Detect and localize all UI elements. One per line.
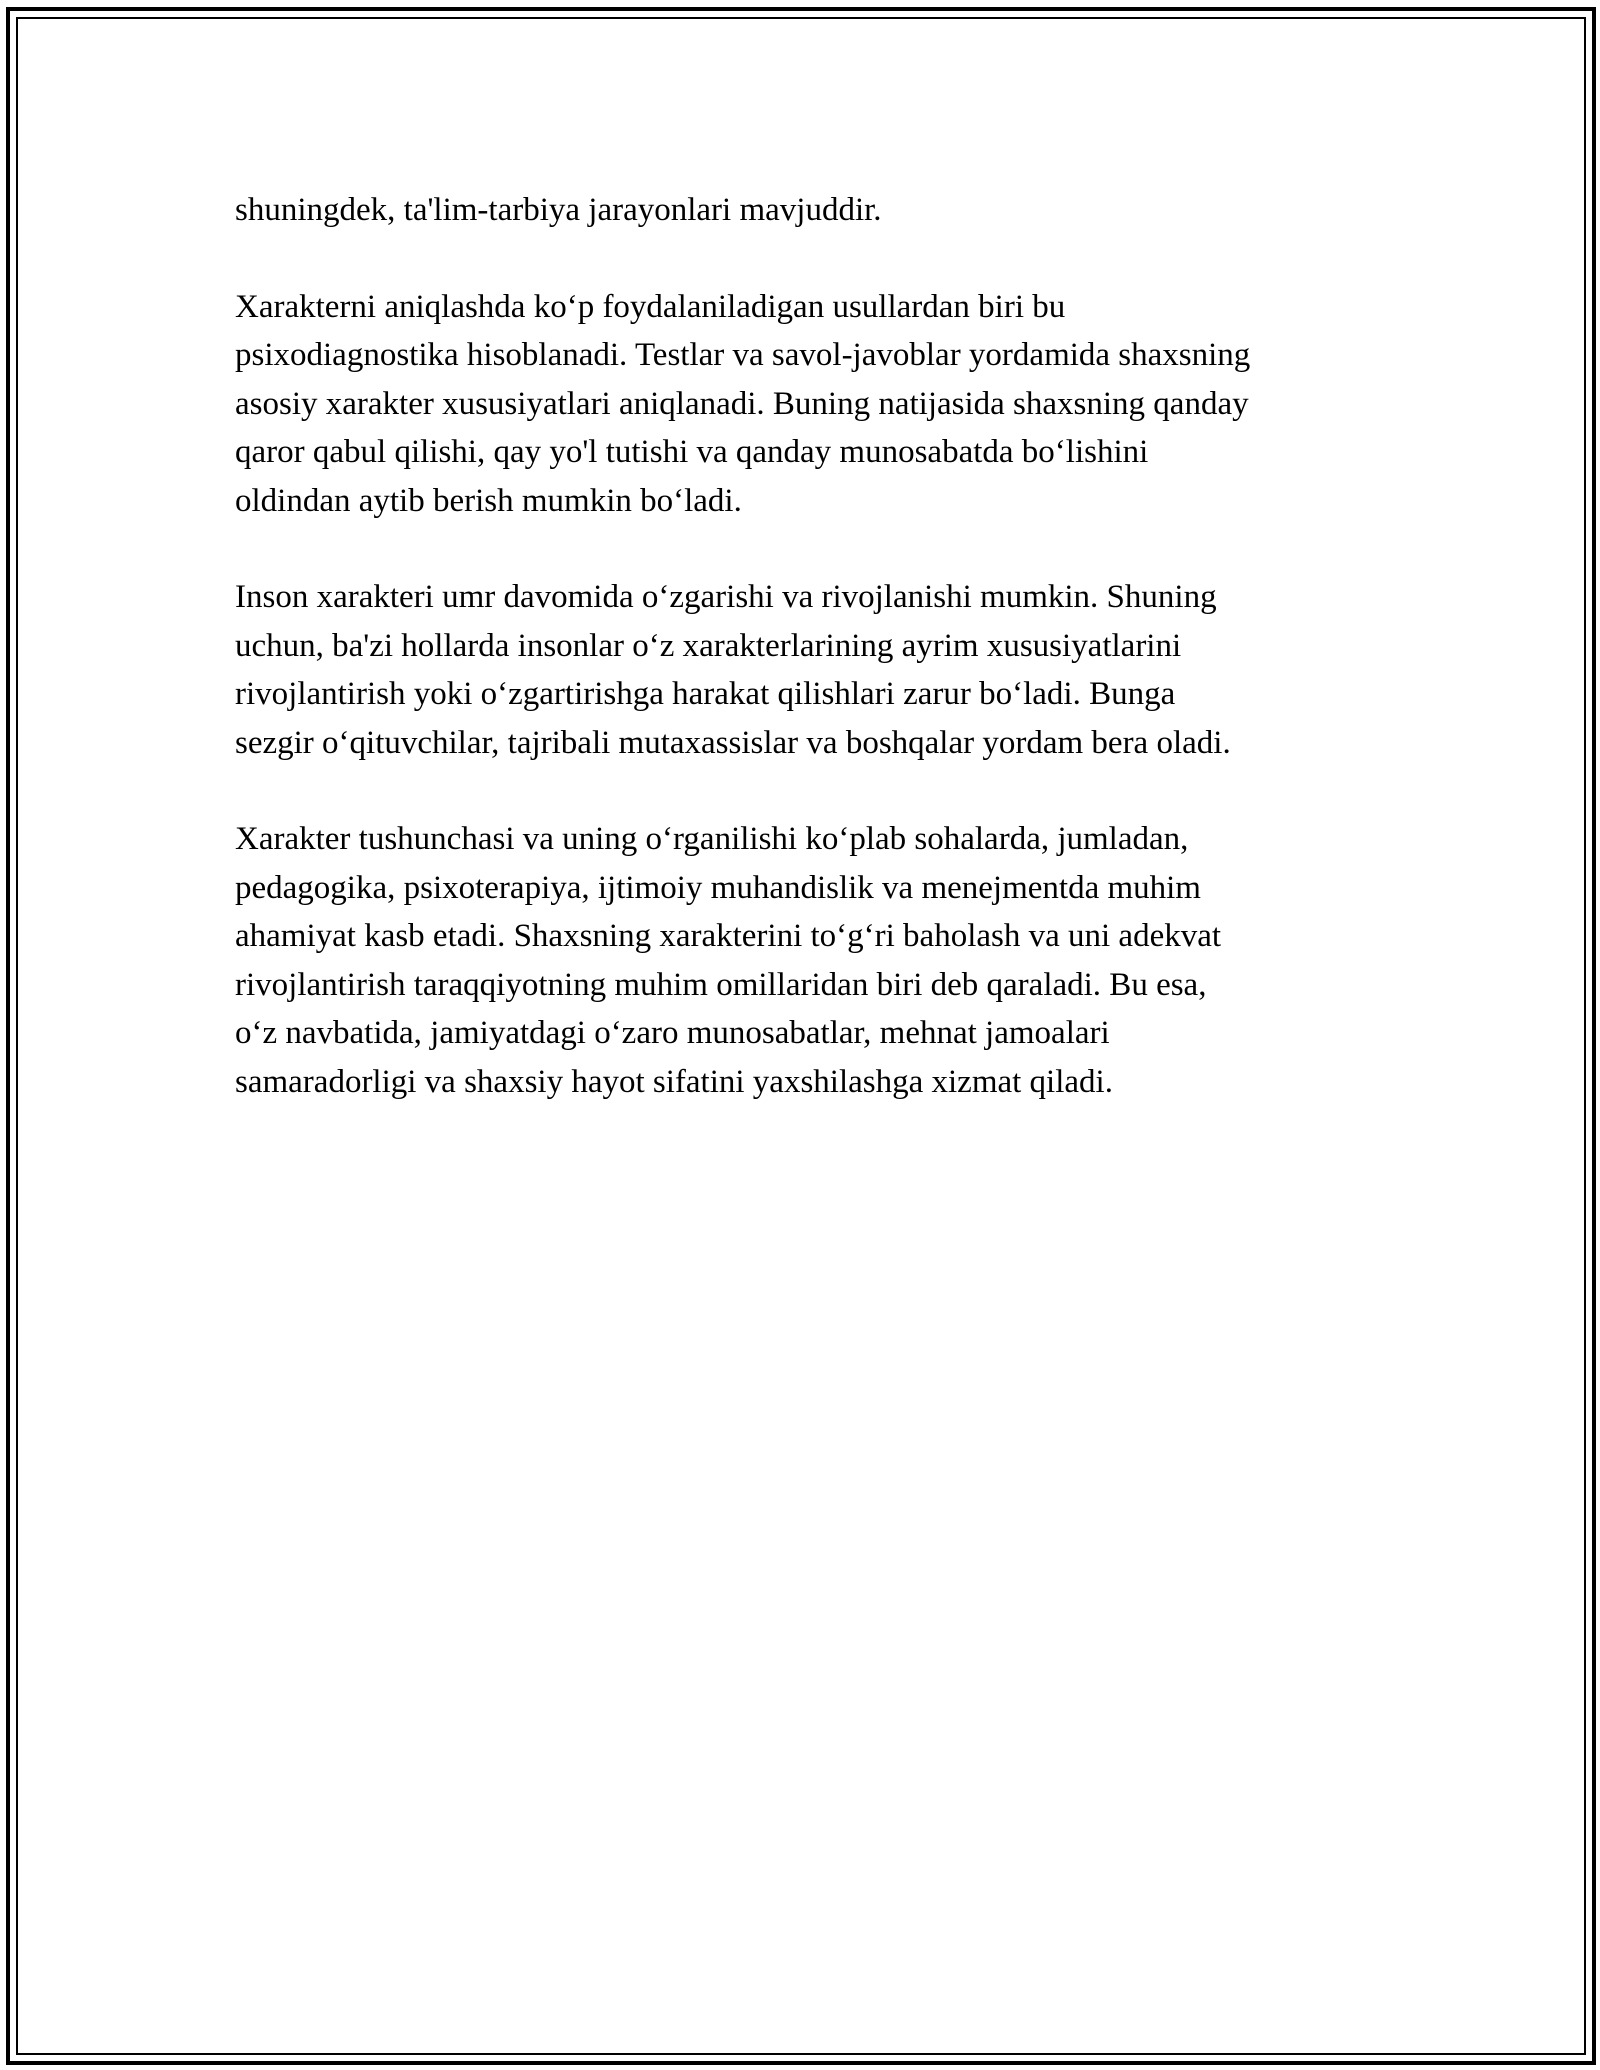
text-line: o‘z navbatida, jamiyatdagi o‘zaro munosabatlar, mehnat jamoalari: [235, 1015, 1110, 1051]
text-line: Xarakterni aniqlashda ko‘p foydalaniladigan usullardan biri bu: [235, 288, 1066, 325]
text-line: sezgir o‘qituvchilar, tajribali mutaxassislar va boshqalar yordam bera oladi.: [235, 724, 1231, 761]
text-line: samaradorligi va shaxsiy hayot sifatini yaxshilashga xizmat qiladi.: [235, 1063, 1113, 1100]
paragraph-3: [235, 573, 1375, 767]
text-line: Inson xarakteri umr davomida o‘zgarishi va rivojlanishi mumkin. Shuning: [235, 579, 1217, 615]
text-line: shuningdek, ta'lim-tarbiya jarayonlari mavjuddir.: [235, 192, 882, 228]
paragraph-4: [235, 815, 1375, 1106]
paragraph-2: [235, 283, 1375, 526]
text-line: psixodiagnostika hisoblanadi. Testlar va savol-javoblar yordamida shaxsning: [235, 337, 1251, 373]
text-line: uchun, ba'zi hollarda insonlar o‘z xarakterlarining ayrim xususiyatlarini: [235, 627, 1182, 664]
text-line: oldindan aytib berish mumkin bo‘ladi.: [235, 482, 742, 519]
text-line: pedagogika, psixoterapiya, ijtimoiy muhandislik va menejmentda muhim: [235, 869, 1201, 906]
text-line: qaror qabul qilishi, qay yo'l tutishi va qanday munosabatda bo‘lishini: [235, 434, 1149, 470]
document-body: [235, 186, 1375, 1154]
text-line: ahamiyat kasb etadi. Shaxsning xarakterini to‘g‘ri baholash va uni adekvat: [235, 918, 1222, 954]
text-line: asosiy xarakter xususiyatlari aniqlanadi. Buning natijasida shaxsning qanday: [235, 385, 1249, 422]
text-line: rivojlantirish taraqqiyotning muhim omillaridan biri deb qaraladi. Bu esa,: [235, 966, 1207, 1003]
text-line: Xarakter tushunchasi va uning o‘rganilishi ko‘plab sohalarda, jumladan,: [235, 821, 1189, 857]
text-line: rivojlantirish yoki o‘zgartirishga harakat qilishlari zarur bo‘ladi. Bunga: [235, 676, 1176, 712]
paragraph-1: [235, 186, 1375, 235]
